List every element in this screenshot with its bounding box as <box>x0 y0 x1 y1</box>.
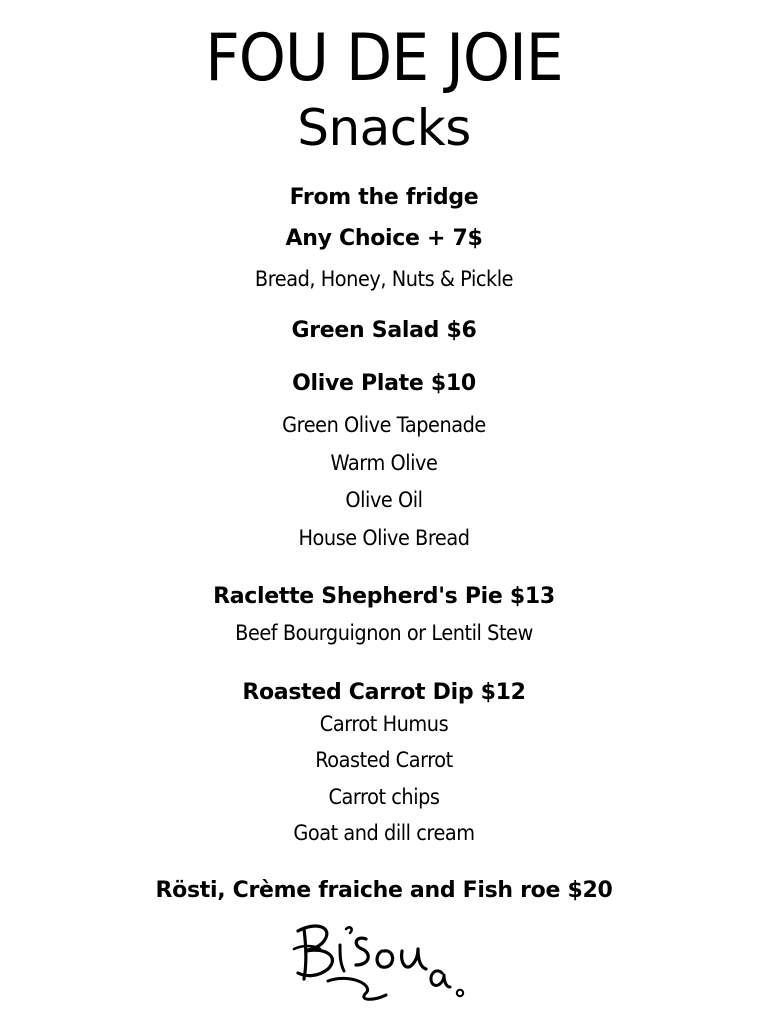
fridge-item: Bread, Honey, Nuts & Pickle <box>254 267 514 291</box>
section-title-rosti: Rösti, Crème fraiche and Fish roe $20 <box>155 878 613 903</box>
signature <box>290 915 470 1010</box>
section-title-carrot-dip: Roasted Carrot Dip $12 <box>242 680 526 705</box>
menu-title: Snacks <box>297 99 471 157</box>
carrot-dip-item: Carrot chips <box>328 785 440 809</box>
section-title-shepherds-pie: Raclette Shepherd's Pie $13 <box>213 584 555 609</box>
olive-plate-item: Olive Oil <box>345 488 423 512</box>
carrot-dip-item: Goat and dill cream <box>293 821 475 845</box>
restaurant-name: FOU DE JOIE <box>205 20 563 97</box>
section-title-green-salad: Green Salad $6 <box>291 318 477 343</box>
olive-plate-item: House Olive Bread <box>298 526 470 550</box>
olive-plate-item: Warm Olive <box>330 451 438 475</box>
olive-plate-item: Green Olive Tapenade <box>282 413 486 437</box>
carrot-dip-item: Roasted Carrot <box>315 748 453 772</box>
section-title-fridge: From the fridge <box>289 185 479 210</box>
section-title-olive-plate: Olive Plate $10 <box>292 371 476 396</box>
carrot-dip-item: Carrot Humus <box>319 712 449 736</box>
fridge-price-line: Any Choice + 7$ <box>285 226 483 251</box>
shepherds-pie-item: Beef Bourguignon or Lentil Stew <box>235 621 533 645</box>
